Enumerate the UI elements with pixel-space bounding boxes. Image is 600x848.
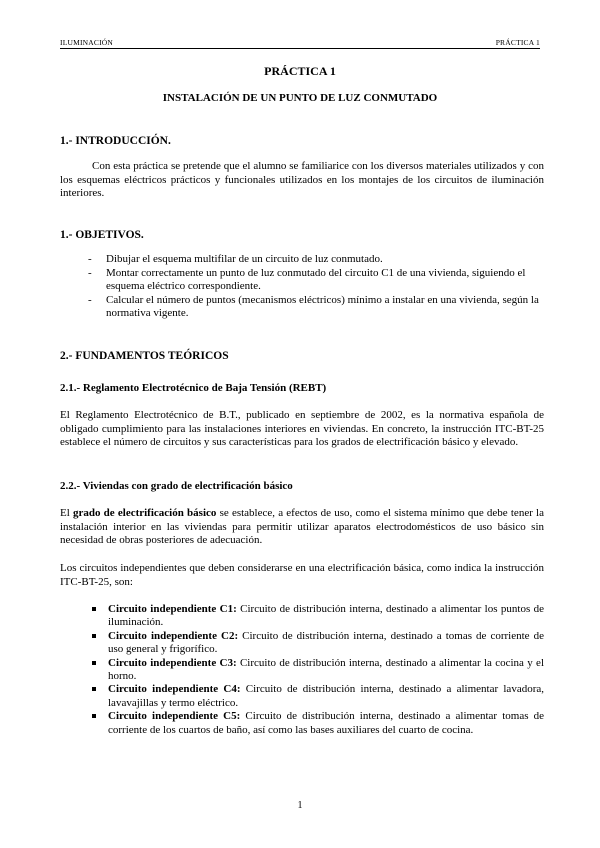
reglamento-heading: 2.1.- Reglamento Electrotécnico de Baja Tensión (REBT) <box>60 382 327 394</box>
circuit-desc: Circuito de distribución interna, destinado a alimentar los puntos de iluminación. <box>108 603 544 629</box>
circuits-intro-paragraph: Los circuitos independientes que deben considerarse en una electrificación básica, como indica la instrucción ITC-BT-25, son: <box>60 562 544 588</box>
document-subtitle: INSTALACIÓN DE UN PUNTO DE LUZ CONMUTADO <box>162 92 438 104</box>
basico-paragraph <box>60 507 544 548</box>
circuit-desc: Circuito de distribución interna, destinado a alimentar la cocina y el horno. <box>108 656 544 683</box>
circuit-desc: Circuito de distribución interna, destinado a tomas de corriente de uso general y frigorífico. <box>108 629 544 656</box>
square-bullet-icon <box>92 607 96 611</box>
header-left: ILUMINACIÓN <box>60 38 114 47</box>
basico-pre: El <box>60 507 73 519</box>
circuit-label: Circuito independiente C4: <box>108 683 241 696</box>
circuit-item <box>92 657 544 684</box>
basico-bold-term: grado de electrificación básico <box>72 507 217 519</box>
circuit-label: Circuito independiente C3: <box>108 656 237 669</box>
reglamento-paragraph: El Reglamento Electrotécnico de B.T., publicado en septiembre de 2002, es la normativa española de obligado cumplimiento para las instalaciones interiores en viviendas. En concreto, la instrucción ITC-BT-25 establece el número de circuitos y sus características para los grados de electrificación básico y elevado. <box>60 409 544 448</box>
circuit-item <box>92 603 544 630</box>
square-bullet-icon <box>92 661 96 665</box>
circuit-desc: Circuito de distribución interna, destinado a alimentar lavadora, lavavajillas y termo eléctrico. <box>108 683 544 709</box>
circuit-label: Circuito independiente C2: <box>108 629 239 642</box>
viviendas-heading: 2.2.- Viviendas con grado de electrificación básico <box>60 480 293 492</box>
circuit-item <box>92 630 544 657</box>
basico-post: se establece, a efectos de uso, como el sistema mínimo que debe tener la instalación interior en las viviendas para permitir utilizar aparatos electrodomésticos de uso básico sin necesidad de obras posteriores de adecuación. <box>60 507 544 546</box>
objectives-heading: 1.- OBJETIVOS. <box>60 229 144 241</box>
running-header <box>60 38 540 49</box>
document-title: PRÁCTICA 1 <box>264 64 336 78</box>
circuits-list <box>92 603 544 737</box>
circuit-desc: Circuito de distribución interna, destinado a alimentar tomas de corriente de los cuartos de baño, así como las bases auxiliares del cuarto de cocina. <box>108 710 544 736</box>
objective-item: - Dibujar el esquema multifilar de un circuito de luz conmutado. <box>92 253 544 267</box>
objective-item: - Montar correctamente un punto de luz conmutado del circuito C1 de una vivienda, siguiendo el esquema eléctrico correspondiente. <box>92 267 544 294</box>
objective-item: - Calcular el número de puntos (mecanismos eléctricos) mínimo a instalar en una vivienda, según la normativa vigente. <box>92 294 544 321</box>
fundamentals-heading: 2.- FUNDAMENTOS TEÓRICOS <box>60 350 229 362</box>
intro-heading: 1.- INTRODUCCIÓN. <box>60 135 171 147</box>
circuit-label: Circuito independiente C1: <box>108 603 237 615</box>
circuit-label: Circuito independiente C5: <box>108 710 241 723</box>
square-bullet-icon <box>92 634 96 638</box>
objectives-list <box>92 253 544 321</box>
circuit-item <box>92 710 544 737</box>
page-number: 1 <box>297 800 303 811</box>
intro-paragraph: Con esta práctica se pretende que el alumno se familiarice con los diversos materiales utilizados y con los esquemas eléctricos prácticos y funcionales utilizados en los montajes de los circuitos de iluminación interiores. <box>60 160 544 199</box>
circuit-item <box>92 683 544 710</box>
square-bullet-icon <box>92 714 96 718</box>
square-bullet-icon <box>92 687 96 691</box>
header-right: PRÁCTICA 1 <box>495 38 540 47</box>
